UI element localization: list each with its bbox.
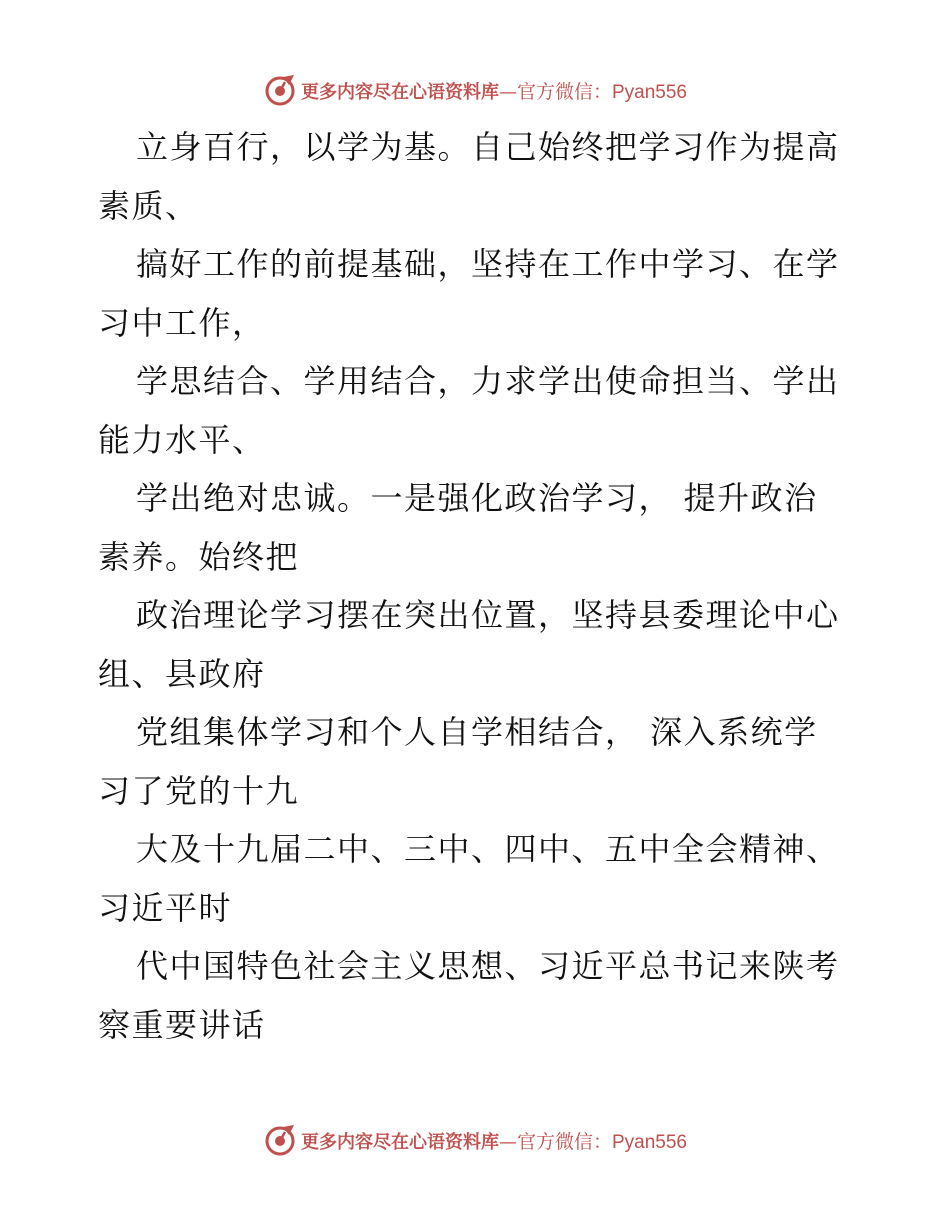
document-body: [98, 118, 858, 1054]
header-banner-main: 更多内容尽在心语资料库: [300, 81, 499, 103]
paragraph-line-1: 党组集体学习和个人自学相结合， 深入系统学: [136, 713, 818, 751]
header-banner: [0, 70, 950, 110]
paragraph: [98, 352, 858, 469]
paragraph: [98, 937, 858, 1054]
paragraph: [98, 469, 858, 586]
header-banner-separator: —: [498, 81, 517, 103]
footer-banner: [0, 1120, 950, 1160]
pen-logo-icon: [263, 73, 297, 107]
paragraph: [98, 235, 858, 352]
paragraph: [98, 586, 858, 703]
paragraph: [98, 703, 858, 820]
footer-banner-separator: —: [498, 1131, 517, 1153]
paragraph-line-2: 习了党的十九: [98, 771, 300, 810]
paragraph-line-2: 习中工作，: [98, 303, 266, 342]
paragraph-line-2: 素质、: [98, 186, 199, 225]
footer-banner-wechat: 官方微信：Pyan556: [516, 1131, 687, 1153]
paragraph: [98, 118, 858, 235]
footer-banner-main: 更多内容尽在心语资料库: [300, 1131, 499, 1153]
paragraph-line-1: 学思结合、学用结合，力求学出使命担当、学出: [136, 362, 840, 400]
paragraph-line-1: 学出绝对忠诚。一是强化政治学习， 提升政治: [136, 479, 818, 517]
paragraph-line-2: 习近平时: [98, 888, 233, 927]
paragraph-line-2: 察重要讲话: [98, 1005, 266, 1044]
paragraph-line-1: 立身百行，以学为基。自己始终把学习作为提高: [136, 128, 840, 166]
header-banner-wechat: 官方微信：Pyan556: [516, 81, 687, 103]
paragraph-line-2: 素养。始终把: [98, 537, 300, 576]
paragraph-line-1: 搞好工作的前提基础，坚持在工作中学习、在学: [136, 245, 840, 283]
paragraph-line-2: 组、县政府: [98, 654, 266, 693]
paragraph-line-2: 能力水平、: [98, 420, 266, 459]
paragraph-line-1: 政治理论学习摆在突出位置，坚持县委理论中心: [136, 596, 840, 634]
paragraph-line-1: 代中国特色社会主义思想、习近平总书记来陕考: [136, 947, 840, 985]
footer-banner-text: [301, 1127, 687, 1154]
paragraph-line-1: 大及十九届二中、三中、四中、五中全会精神、: [136, 830, 840, 868]
header-banner-text: [301, 77, 687, 104]
pen-logo-icon: [263, 1123, 297, 1157]
paragraph: [98, 820, 858, 937]
